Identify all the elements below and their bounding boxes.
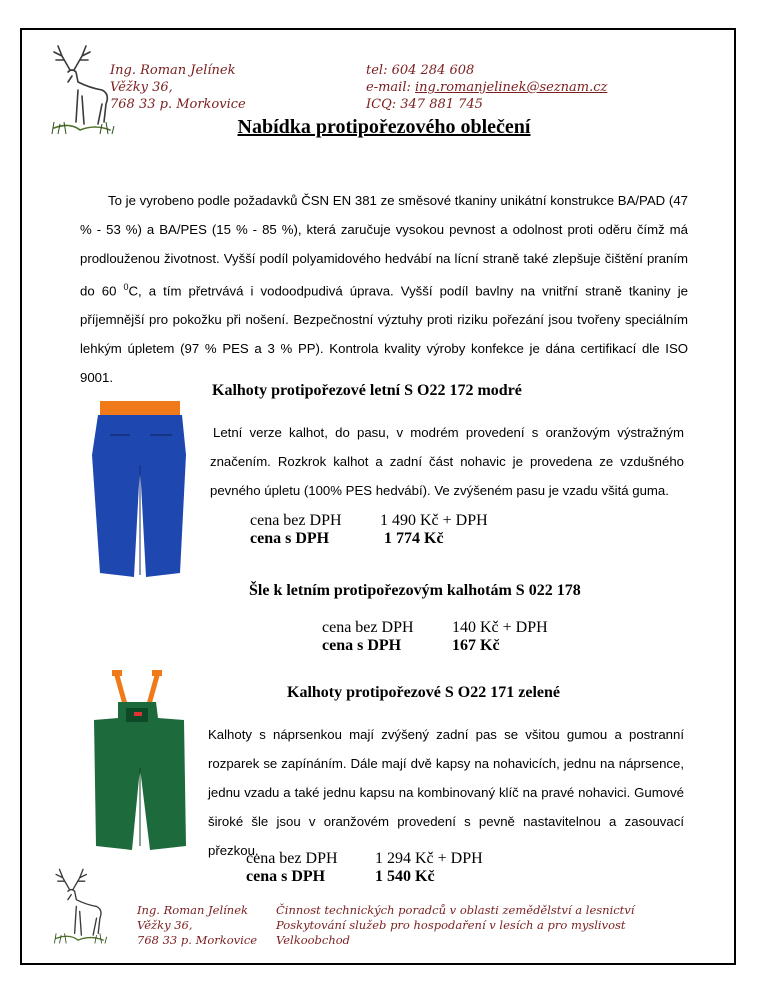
footer-line-3: Velkoobchod [276, 933, 351, 947]
footer-deer-logo-icon [44, 866, 112, 946]
product-3-price-net: 1 294 Kč + DPH [375, 850, 483, 867]
product-1-label-gross: cena s DPH [250, 530, 330, 547]
product-2-label-net: cena bez DPH [322, 619, 414, 636]
header-icq: ICQ: 347 881 745 [366, 97, 483, 112]
header-city: 768 33 p. Morkovice [110, 97, 246, 112]
product-2-price-net: 140 Kč + DPH [452, 619, 548, 636]
header-tel: tel: 604 284 608 [366, 63, 475, 78]
footer-street: Věžky 36, [137, 918, 193, 932]
header-street: Věžky 36, [110, 80, 173, 95]
product-3-label-gross: cena s DPH [246, 868, 326, 885]
page-title: Nabídka protipořezového oblečení [237, 116, 531, 138]
product-2-title: Šle k letním protipořezovým kalhotám S 022 178 [249, 582, 581, 599]
footer-line-2: Poskytování služeb pro hospodaření v lesích a pro myslivost [276, 918, 626, 932]
product-1-label-net: cena bez DPH [250, 512, 342, 529]
green-pants-image [82, 668, 192, 853]
header-name: Ing. Roman Jelínek [110, 63, 236, 78]
footer-name: Ing. Roman Jelínek [137, 903, 248, 917]
header-email-link[interactable]: ing.romanjelinek@seznam.cz [415, 80, 608, 95]
product-2-price-gross: 167 Kč [452, 637, 500, 654]
product-1-price-gross: 1 774 Kč [384, 530, 444, 547]
footer-city: 768 33 p. Morkovice [137, 933, 258, 947]
product-3-label-net: cena bez DPH [246, 850, 338, 867]
intro-paragraph: To je vyrobeno podle požadavků ČSN EN 381 ze směsové tkaniny unikátní konstrukce BA/PAD (47 % - 53 %) a BA/PES (15 % - 85 %), která zaručuje vysokou pevnost a odolnost proti oděru čímž má prodlouženou životnost. Vyšší podíl polyamidového hedvábí na lícní straně také zlepšuje čištění praním do 60 $^0$C, a tím přetrvává i vodoodpudivá úprava. Vyšší podíl bavlny na vnitřní straně tkaniny je příjemnější pro pokožku při nošení. Bezpečnostní výztuhy proti riziku pořezání jsou tvořeny speciálním lehkým úpletem (97 % PES a 3 % PP). Kontrola kvality výroby konfekce je dána certifikací dle ISO 9001. [80, 193, 688, 386]
product-2-label-gross: cena s DPH [322, 637, 402, 654]
product-1-title: Kalhoty protipořezové letní S O22 172 modré [212, 382, 522, 399]
product-3-price-gross: 1 540 Kč [375, 868, 435, 885]
product-3-title: Kalhoty protipořezové S O22 171 zelené [287, 684, 560, 701]
product-1-price-net: 1 490 Kč + DPH [380, 512, 488, 529]
blue-pants-image [80, 395, 190, 580]
header-email-prefix: e-mail: [366, 80, 411, 95]
footer-line-1: Činnost technických poradců v oblasti zemědělství a lesnictví [276, 903, 635, 917]
product-3-description: Kalhoty s náprsenkou mají zvýšený zadní pas se všitou gumou a postranní rozparek se zapínáním. Dále mají dvě kapsy na nohavicích, jednu na náprsence, jednu vzadu a také jednu kapsu na kombinovaný klíč na pravé nohavici. Gumové široké šle jsou v oranžovém provedení s pevně nastavitelnou a zasouvací přezkou. [208, 727, 684, 858]
product-1-description: Letní verze kalhot, do pasu, v modrém provedení s oranžovým výstražným značením. Rozkrok kalhot a zadní část nohavic je provedena ze vzdušného pevného úpletu (100% PES hedvábí). Ve zvýšeném pasu je vzadu všitá guma. [210, 425, 684, 498]
